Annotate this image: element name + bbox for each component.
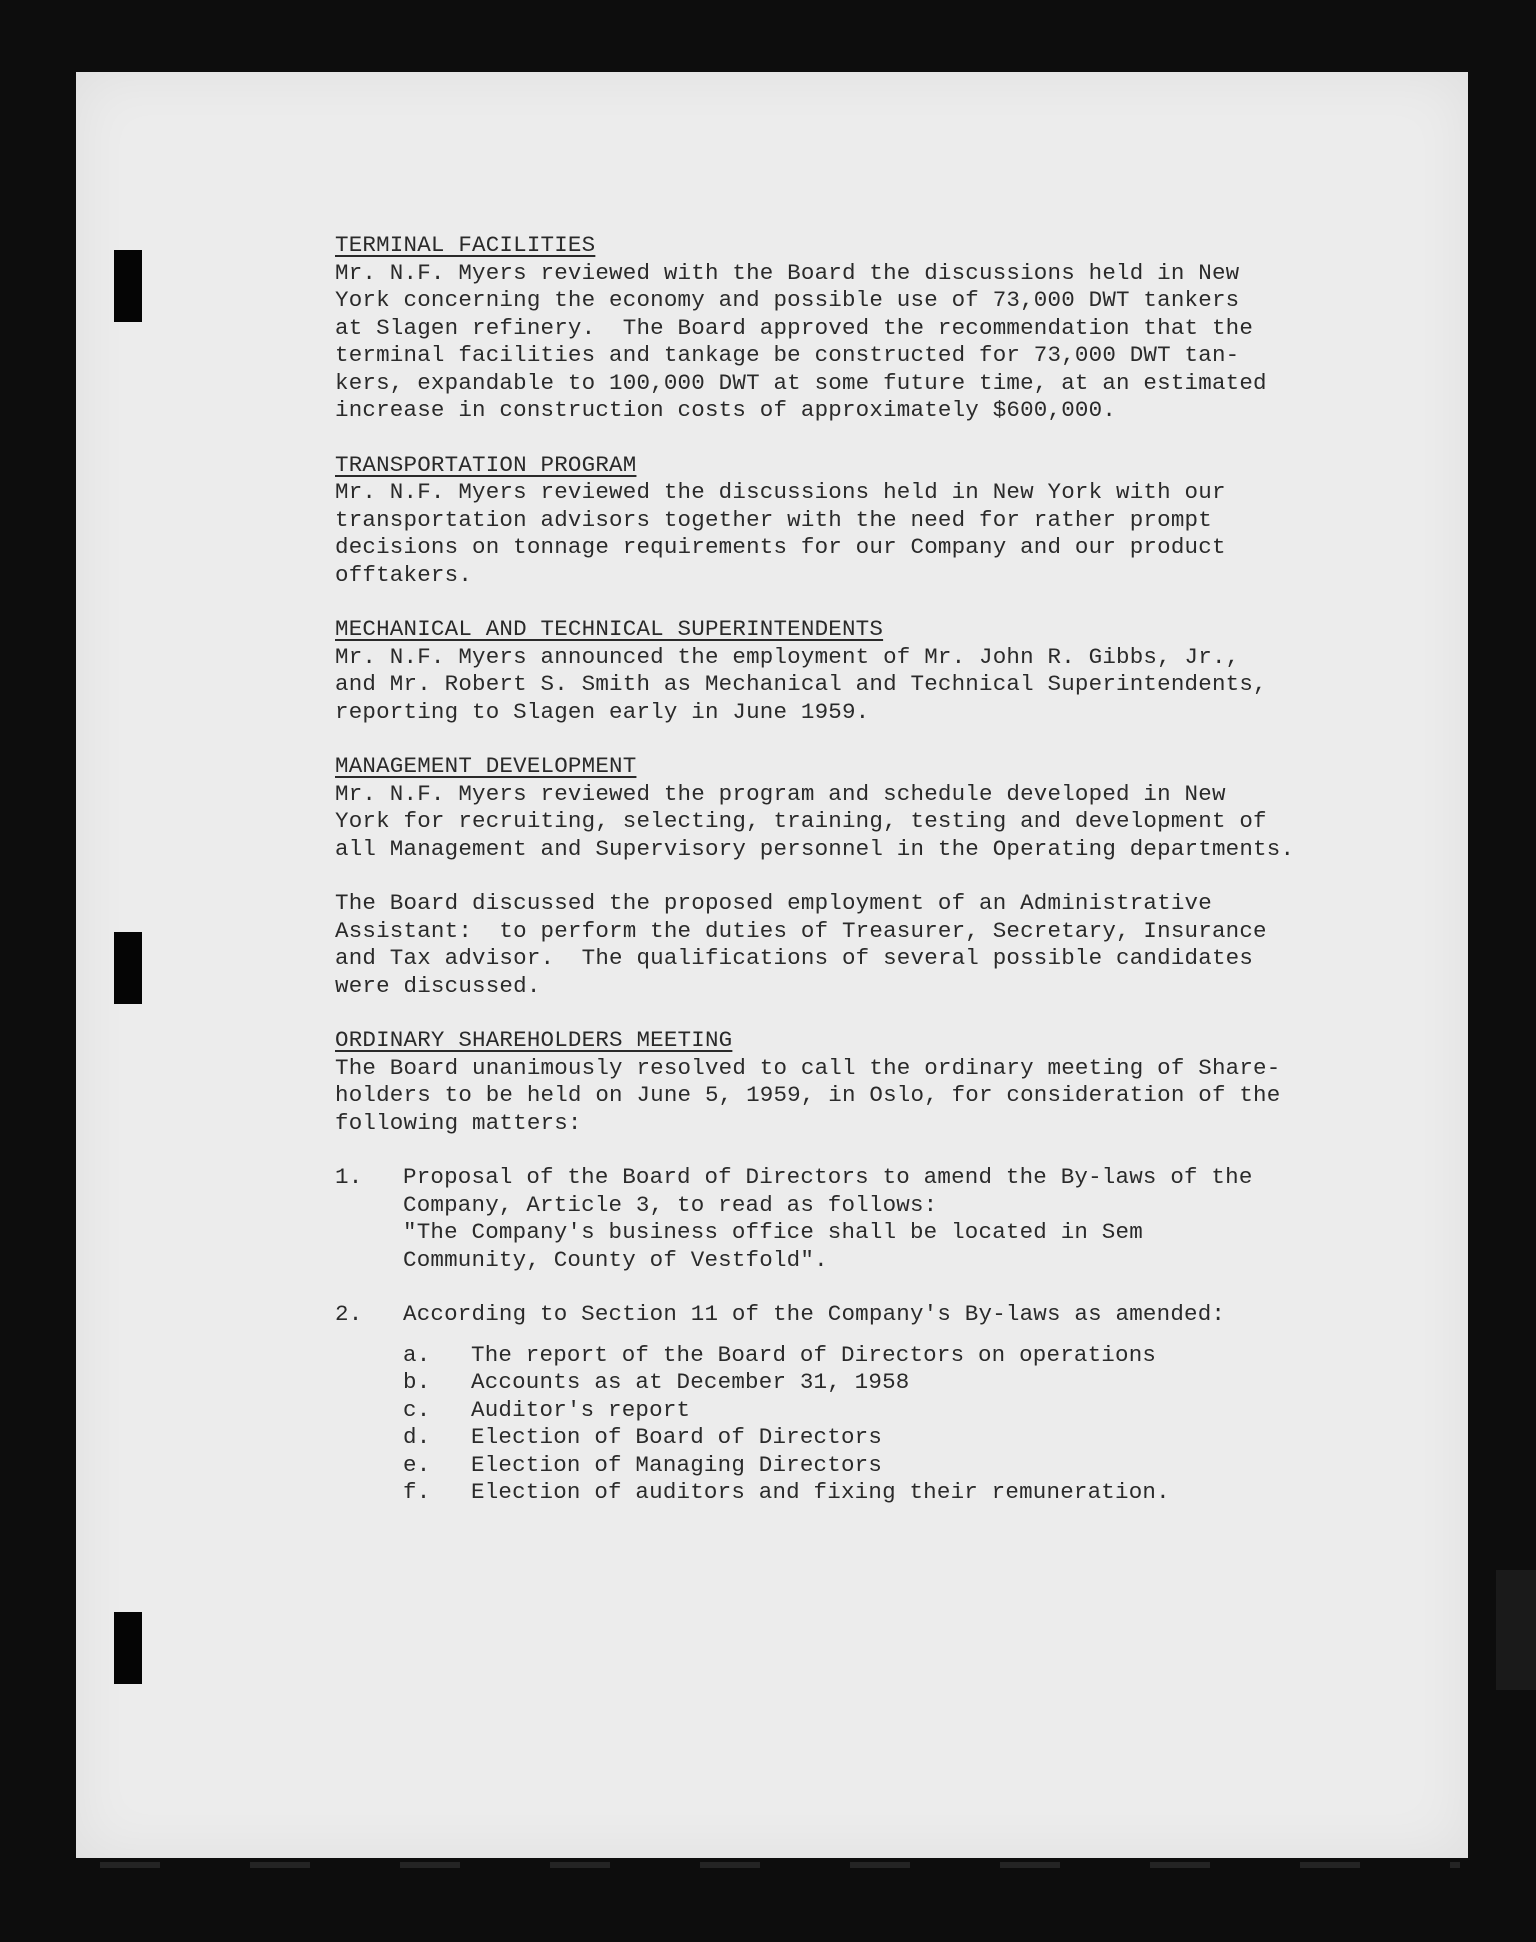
section-heading: MANAGEMENT DEVELOPMENT [335, 753, 637, 779]
sublist-letter: e. [403, 1451, 431, 1478]
bylaw-quote: "The Company's business office shall be located in Sem Community, County of Vestfold". [403, 1219, 1143, 1273]
sublist-text: The report of the Board of Directors on operations [471, 1341, 1157, 1368]
section-paragraph: Mr. N.F. Myers announced the employment of Mr. John R. Gibbs, Jr., and Mr. Robert S. Smith as Mechanical and Technical Superintendents, reporting to Slagen early in June 1959. [335, 643, 1267, 725]
list-item-number: 1. [335, 1164, 363, 1190]
section-paragraph: Mr. N.F. Myers reviewed the discussions held in New York with our transportation advisors together with the need for rather prompt decisions on tonnage requirements for our Company and our product offtakers. [335, 479, 1226, 588]
section-paragraph: The Board discussed the proposed employment of an Administrative Assistant: to perform the duties of Treasurer, Secretary, Insurance and Tax advisor. The qualifications of several possible candidates were discussed. [335, 890, 1267, 999]
section-paragraph: Mr. N.F. Myers reviewed with the Board the discussions held in New York concerning the economy and possible use of 73,000 DWT tankers at Slagen refinery. The Board approved the recommendation that the terminal facilities and tankage be constructed for 73,000 DWT tan- kers, expandable to 100,000 DWT at some future time, at an estimated increase in construction costs of approximately $600,000. [335, 259, 1267, 423]
sublist-item [403, 1397, 1335, 1425]
agenda-sublist [403, 1342, 1335, 1507]
sublist-text: Election of auditors and fixing their remuneration. [471, 1479, 1170, 1505]
sublist-item [403, 1424, 1335, 1452]
matters-list [335, 1164, 1335, 1507]
section-transportation-program [335, 452, 1335, 590]
list-item [335, 1301, 1335, 1507]
section-heading: MECHANICAL AND TECHNICAL SUPERINTENDENTS [335, 616, 884, 642]
list-item-text: According to Section 11 of the Company's By-laws as amended: [403, 1301, 1226, 1327]
sublist-letter: d. [403, 1424, 431, 1450]
scan-edge-tab [1496, 1570, 1536, 1690]
section-terminal-facilities [335, 232, 1335, 425]
section-management-development [335, 753, 1335, 1000]
list-item-number: 2. [335, 1301, 363, 1327]
sublist-letter: b. [403, 1369, 431, 1395]
sublist-text: Election of Managing Directors [471, 1451, 883, 1478]
section-mechanical-technical [335, 616, 1335, 726]
punch-hole-bottom [114, 1612, 142, 1684]
sublist-text: Election of Board of Directors [471, 1424, 883, 1450]
sublist-item [403, 1342, 1335, 1370]
punch-hole-middle [114, 932, 142, 1004]
section-heading: ORDINARY SHAREHOLDERS MEETING [335, 1027, 733, 1053]
punch-hole-top [114, 250, 142, 322]
section-paragraph: The Board unanimously resolved to call the ordinary meeting of Share- holders to be held on June 5, 1959, in Oslo, for consideration of the following matters: [335, 1054, 1281, 1136]
list-item-text: Proposal of the Board of Directors to amend the By-laws of the Company, Article 3, to read as follows: [403, 1164, 1253, 1218]
sublist-letter: c. [403, 1396, 431, 1423]
sublist-letter: a. [403, 1341, 431, 1368]
document-body [335, 232, 1335, 1534]
sublist-item [403, 1479, 1335, 1507]
scan-edge-marks [100, 1862, 1460, 1868]
section-heading: TRANSPORTATION PROGRAM [335, 451, 637, 478]
section-paragraph: Mr. N.F. Myers reviewed the program and schedule developed in New York for recruiting, selecting, training, testing and development of all Management and Supervisory personnel in the Operating departments. [335, 780, 1295, 862]
list-item [335, 1164, 1335, 1274]
sublist-item [403, 1452, 1335, 1480]
sublist-item [403, 1369, 1335, 1397]
sublist-text: Accounts as at December 31, 1958 [471, 1369, 910, 1395]
sublist-letter: f. [403, 1479, 431, 1505]
sublist-text: Auditor's report [471, 1396, 691, 1423]
section-heading: TERMINAL FACILITIES [335, 232, 596, 258]
section-shareholders-meeting [335, 1027, 1335, 1507]
